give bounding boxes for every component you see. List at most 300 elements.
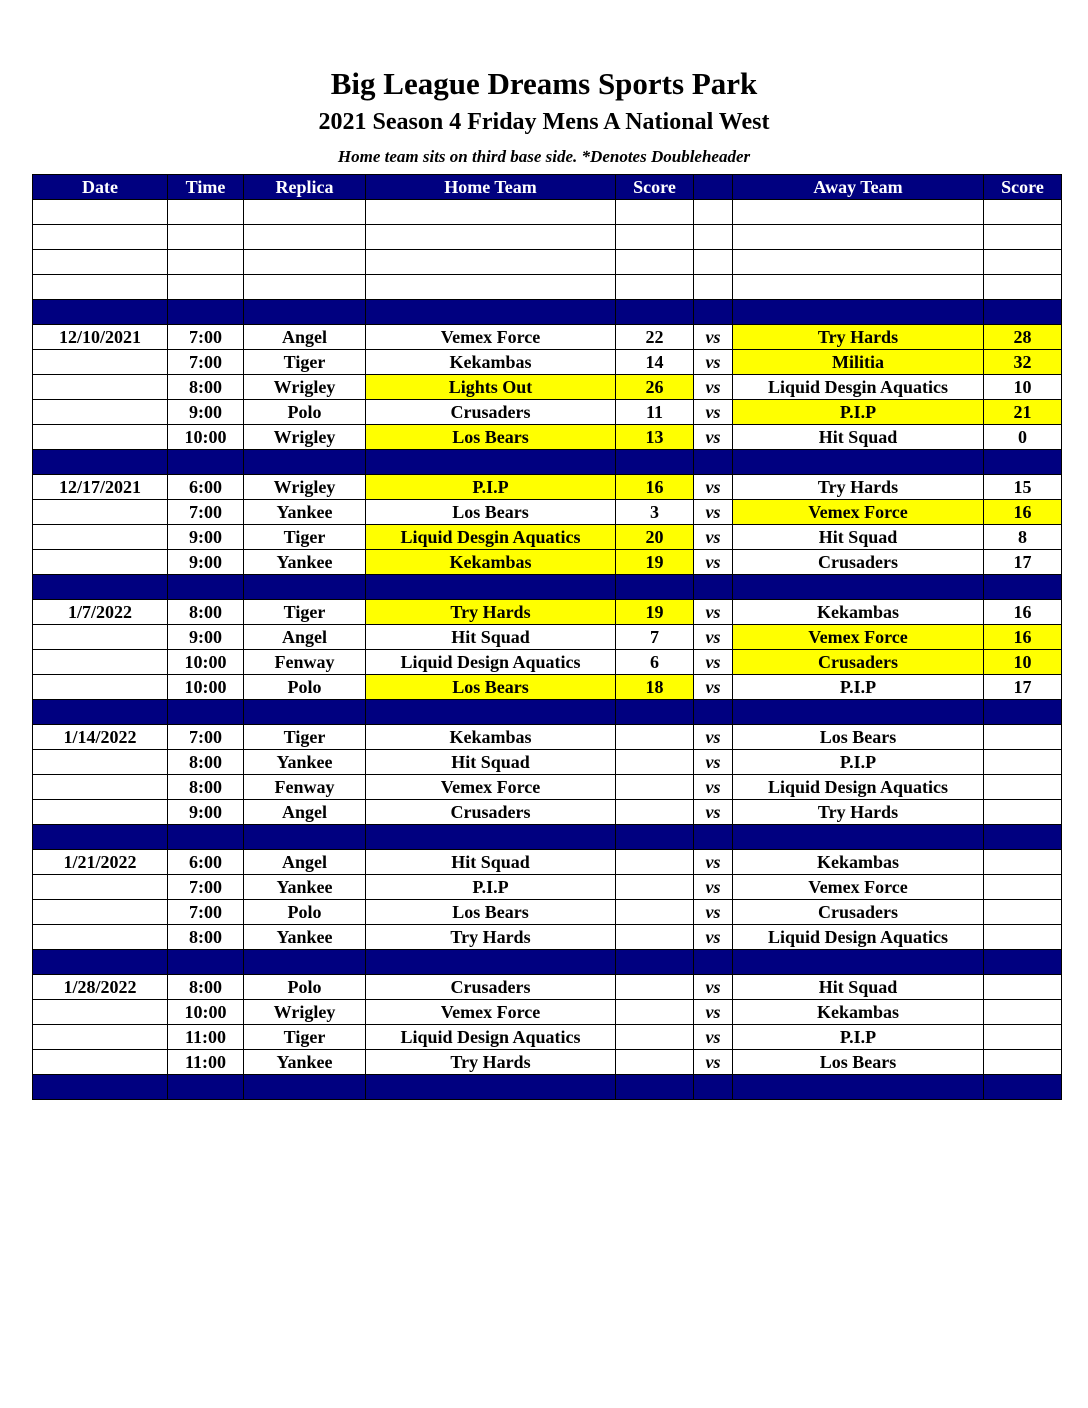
game-row — [33, 625, 1062, 650]
away-team: Militia — [733, 350, 984, 375]
game-row — [33, 650, 1062, 675]
home-team: Try Hards — [366, 925, 616, 950]
blank-cell — [984, 200, 1062, 225]
home-team: Crusaders — [366, 800, 616, 825]
blank-cell — [984, 250, 1062, 275]
vs-label: vs — [694, 600, 733, 625]
away-score — [984, 750, 1062, 775]
game-time: 9:00 — [168, 400, 244, 425]
away-score: 17 — [984, 675, 1062, 700]
home-team: Hit Squad — [366, 850, 616, 875]
game-date — [33, 500, 168, 525]
game-row — [33, 1000, 1062, 1025]
game-date — [33, 375, 168, 400]
game-row — [33, 800, 1062, 825]
away-team: Hit Squad — [733, 425, 984, 450]
game-date — [33, 1025, 168, 1050]
away-score: 8 — [984, 525, 1062, 550]
vs-label: vs — [694, 500, 733, 525]
vs-label: vs — [694, 725, 733, 750]
game-replica: Yankee — [244, 925, 366, 950]
separator-cell — [616, 575, 694, 600]
home-team: Crusaders — [366, 975, 616, 1000]
game-time: 8:00 — [168, 750, 244, 775]
vs-label: vs — [694, 900, 733, 925]
away-team: Kekambas — [733, 1000, 984, 1025]
game-replica: Tiger — [244, 1025, 366, 1050]
home-score — [616, 750, 694, 775]
game-replica: Yankee — [244, 750, 366, 775]
blank-cell — [244, 200, 366, 225]
game-date — [33, 625, 168, 650]
away-score — [984, 1025, 1062, 1050]
away-team: Vemex Force — [733, 875, 984, 900]
home-team: P.I.P — [366, 475, 616, 500]
home-team: Hit Squad — [366, 625, 616, 650]
game-time: 8:00 — [168, 600, 244, 625]
game-row — [33, 350, 1062, 375]
game-row — [33, 775, 1062, 800]
home-score: 6 — [616, 650, 694, 675]
separator-cell — [168, 450, 244, 475]
game-replica: Tiger — [244, 525, 366, 550]
separator-cell — [168, 825, 244, 850]
game-time: 6:00 — [168, 850, 244, 875]
game-time: 7:00 — [168, 325, 244, 350]
game-time: 10:00 — [168, 650, 244, 675]
game-row — [33, 325, 1062, 350]
away-team: Liquid Design Aquatics — [733, 775, 984, 800]
separator-cell — [694, 1075, 733, 1100]
game-date: 1/28/2022 — [33, 975, 168, 1000]
vs-label: vs — [694, 375, 733, 400]
separator-cell — [984, 300, 1062, 325]
blank-cell — [733, 250, 984, 275]
home-score — [616, 1050, 694, 1075]
blank-cell — [33, 200, 168, 225]
game-date: 12/10/2021 — [33, 325, 168, 350]
separator-cell — [733, 950, 984, 975]
home-score: 19 — [616, 550, 694, 575]
separator-cell — [244, 450, 366, 475]
separator-cell — [733, 1075, 984, 1100]
page-title: Big League Dreams Sports Park — [330, 66, 758, 101]
game-date — [33, 900, 168, 925]
home-team: Try Hards — [366, 600, 616, 625]
game-replica: Angel — [244, 625, 366, 650]
home-team: Los Bears — [366, 500, 616, 525]
separator-cell — [366, 700, 616, 725]
blank-cell — [244, 275, 366, 300]
home-team: Vemex Force — [366, 325, 616, 350]
blank-row — [33, 225, 1062, 250]
header-row — [33, 175, 1062, 200]
vs-label: vs — [694, 875, 733, 900]
blank-cell — [168, 250, 244, 275]
vs-label: vs — [694, 475, 733, 500]
game-replica: Tiger — [244, 725, 366, 750]
separator-cell — [616, 825, 694, 850]
home-score — [616, 975, 694, 1000]
game-row — [33, 975, 1062, 1000]
separator-cell — [616, 300, 694, 325]
game-date — [33, 925, 168, 950]
game-replica: Tiger — [244, 350, 366, 375]
game-replica: Wrigley — [244, 425, 366, 450]
col-header-home-score: Score — [616, 175, 694, 200]
game-replica: Yankee — [244, 875, 366, 900]
game-time: 11:00 — [168, 1025, 244, 1050]
game-time: 7:00 — [168, 350, 244, 375]
game-time: 7:00 — [168, 725, 244, 750]
game-replica: Wrigley — [244, 475, 366, 500]
game-time: 9:00 — [168, 550, 244, 575]
game-replica: Angel — [244, 800, 366, 825]
separator-cell — [33, 1075, 168, 1100]
vs-label: vs — [694, 350, 733, 375]
game-replica: Polo — [244, 900, 366, 925]
blank-cell — [694, 200, 733, 225]
blank-cell — [33, 225, 168, 250]
game-date: 1/21/2022 — [33, 850, 168, 875]
separator-cell — [366, 825, 616, 850]
home-score: 22 — [616, 325, 694, 350]
vs-label: vs — [694, 1025, 733, 1050]
separator-cell — [733, 450, 984, 475]
home-score: 16 — [616, 475, 694, 500]
home-team: Vemex Force — [366, 775, 616, 800]
blank-cell — [244, 250, 366, 275]
away-score: 16 — [984, 500, 1062, 525]
page-subtitle: 2021 Season 4 Friday Mens A National West — [318, 109, 770, 135]
separator-row — [33, 1075, 1062, 1100]
vs-label: vs — [694, 325, 733, 350]
separator-cell — [244, 700, 366, 725]
separator-cell — [366, 1075, 616, 1100]
away-team: Crusaders — [733, 650, 984, 675]
away-score — [984, 1050, 1062, 1075]
separator-row — [33, 700, 1062, 725]
vs-label: vs — [694, 675, 733, 700]
separator-row — [33, 575, 1062, 600]
game-time: 10:00 — [168, 425, 244, 450]
away-score: 28 — [984, 325, 1062, 350]
game-replica: Fenway — [244, 775, 366, 800]
away-team: P.I.P — [733, 675, 984, 700]
separator-cell — [733, 575, 984, 600]
separator-cell — [694, 575, 733, 600]
home-team: Vemex Force — [366, 1000, 616, 1025]
col-header-away-team: Away Team — [733, 175, 984, 200]
game-row — [33, 550, 1062, 575]
blank-cell — [168, 275, 244, 300]
away-team: Kekambas — [733, 600, 984, 625]
separator-cell — [244, 825, 366, 850]
game-time: 11:00 — [168, 1050, 244, 1075]
game-row — [33, 675, 1062, 700]
away-score — [984, 875, 1062, 900]
blank-cell — [616, 225, 694, 250]
game-time: 8:00 — [168, 375, 244, 400]
vs-label: vs — [694, 850, 733, 875]
home-score — [616, 1000, 694, 1025]
separator-cell — [168, 575, 244, 600]
game-row — [33, 750, 1062, 775]
schedule-note: Home team sits on third base side. *Denotes Doubleheader — [337, 147, 751, 166]
game-date — [33, 1050, 168, 1075]
blank-cell — [694, 225, 733, 250]
separator-cell — [984, 575, 1062, 600]
game-row — [33, 875, 1062, 900]
separator-cell — [694, 950, 733, 975]
blank-cell — [984, 225, 1062, 250]
home-score — [616, 800, 694, 825]
home-score — [616, 850, 694, 875]
away-team: P.I.P — [733, 400, 984, 425]
separator-cell — [984, 700, 1062, 725]
away-team: Try Hards — [733, 800, 984, 825]
separator-cell — [733, 300, 984, 325]
game-date — [33, 400, 168, 425]
blank-cell — [694, 275, 733, 300]
separator-cell — [694, 825, 733, 850]
home-score: 13 — [616, 425, 694, 450]
home-team: Los Bears — [366, 675, 616, 700]
game-date — [33, 350, 168, 375]
game-row — [33, 475, 1062, 500]
game-date — [33, 550, 168, 575]
separator-cell — [616, 700, 694, 725]
game-date — [33, 525, 168, 550]
away-score: 32 — [984, 350, 1062, 375]
away-team: Try Hards — [733, 475, 984, 500]
vs-label: vs — [694, 400, 733, 425]
vs-label: vs — [694, 625, 733, 650]
away-score — [984, 925, 1062, 950]
blank-cell — [733, 275, 984, 300]
home-team: Hit Squad — [366, 750, 616, 775]
vs-label: vs — [694, 1000, 733, 1025]
separator-row — [33, 950, 1062, 975]
home-score — [616, 900, 694, 925]
game-date — [33, 775, 168, 800]
away-score — [984, 975, 1062, 1000]
separator-cell — [694, 450, 733, 475]
blank-cell — [733, 225, 984, 250]
separator-cell — [984, 825, 1062, 850]
game-replica: Yankee — [244, 1050, 366, 1075]
home-score: 18 — [616, 675, 694, 700]
away-team: Vemex Force — [733, 625, 984, 650]
home-score: 14 — [616, 350, 694, 375]
away-score: 15 — [984, 475, 1062, 500]
away-team: Los Bears — [733, 725, 984, 750]
separator-cell — [984, 950, 1062, 975]
blank-row — [33, 200, 1062, 225]
separator-cell — [616, 450, 694, 475]
away-team: Crusaders — [733, 900, 984, 925]
game-replica: Fenway — [244, 650, 366, 675]
separator-row — [33, 450, 1062, 475]
col-header-vs — [694, 175, 733, 200]
game-date: 1/7/2022 — [33, 600, 168, 625]
away-score: 10 — [984, 650, 1062, 675]
away-score — [984, 900, 1062, 925]
away-score: 10 — [984, 375, 1062, 400]
blank-cell — [366, 250, 616, 275]
col-header-replica: Replica — [244, 175, 366, 200]
home-score — [616, 925, 694, 950]
separator-cell — [33, 575, 168, 600]
away-team: P.I.P — [733, 1025, 984, 1050]
home-team: P.I.P — [366, 875, 616, 900]
game-time: 8:00 — [168, 775, 244, 800]
away-score — [984, 775, 1062, 800]
home-team: Kekambas — [366, 550, 616, 575]
away-team: Vemex Force — [733, 500, 984, 525]
separator-cell — [984, 1075, 1062, 1100]
game-replica: Polo — [244, 975, 366, 1000]
home-score — [616, 775, 694, 800]
vs-label: vs — [694, 550, 733, 575]
schedule-body — [33, 200, 1062, 1100]
game-time: 9:00 — [168, 525, 244, 550]
game-time: 10:00 — [168, 1000, 244, 1025]
game-time: 7:00 — [168, 500, 244, 525]
separator-cell — [244, 300, 366, 325]
game-date — [33, 800, 168, 825]
home-score: 7 — [616, 625, 694, 650]
separator-cell — [168, 700, 244, 725]
game-date: 1/14/2022 — [33, 725, 168, 750]
col-header-away-score: Score — [984, 175, 1062, 200]
blank-cell — [984, 275, 1062, 300]
separator-cell — [694, 700, 733, 725]
separator-cell — [616, 1075, 694, 1100]
blank-cell — [33, 275, 168, 300]
vs-label: vs — [694, 925, 733, 950]
home-score — [616, 725, 694, 750]
separator-cell — [33, 450, 168, 475]
col-header-home-team: Home Team — [366, 175, 616, 200]
blank-cell — [733, 200, 984, 225]
vs-label: vs — [694, 975, 733, 1000]
game-date: 12/17/2021 — [33, 475, 168, 500]
away-team: Crusaders — [733, 550, 984, 575]
schedule-table — [32, 174, 1062, 1100]
home-score: 26 — [616, 375, 694, 400]
separator-cell — [33, 950, 168, 975]
game-replica: Polo — [244, 675, 366, 700]
home-score — [616, 1025, 694, 1050]
away-score: 21 — [984, 400, 1062, 425]
game-replica: Yankee — [244, 500, 366, 525]
separator-cell — [168, 950, 244, 975]
separator-cell — [366, 450, 616, 475]
separator-cell — [168, 300, 244, 325]
blank-cell — [33, 250, 168, 275]
away-score: 16 — [984, 625, 1062, 650]
game-row — [33, 400, 1062, 425]
separator-cell — [244, 1075, 366, 1100]
blank-cell — [694, 250, 733, 275]
home-team: Liquid Design Aquatics — [366, 1025, 616, 1050]
game-row — [33, 925, 1062, 950]
game-date — [33, 875, 168, 900]
separator-row — [33, 300, 1062, 325]
game-replica: Tiger — [244, 600, 366, 625]
game-replica: Angel — [244, 325, 366, 350]
home-team: Kekambas — [366, 725, 616, 750]
separator-cell — [366, 575, 616, 600]
game-time: 8:00 — [168, 925, 244, 950]
home-score — [616, 875, 694, 900]
separator-cell — [733, 825, 984, 850]
vs-label: vs — [694, 425, 733, 450]
blank-cell — [616, 250, 694, 275]
game-time: 9:00 — [168, 800, 244, 825]
home-team: Try Hards — [366, 1050, 616, 1075]
away-team: Liquid Design Aquatics — [733, 925, 984, 950]
game-replica: Polo — [244, 400, 366, 425]
separator-cell — [984, 450, 1062, 475]
away-score — [984, 1000, 1062, 1025]
away-team: P.I.P — [733, 750, 984, 775]
home-team: Crusaders — [366, 400, 616, 425]
game-time: 8:00 — [168, 975, 244, 1000]
away-score — [984, 800, 1062, 825]
game-replica: Wrigley — [244, 375, 366, 400]
blank-cell — [366, 275, 616, 300]
home-team: Los Bears — [366, 900, 616, 925]
game-row — [33, 850, 1062, 875]
separator-row — [33, 825, 1062, 850]
away-score: 17 — [984, 550, 1062, 575]
game-replica: Angel — [244, 850, 366, 875]
blank-cell — [168, 225, 244, 250]
game-row — [33, 375, 1062, 400]
away-team: Try Hards — [733, 325, 984, 350]
game-row — [33, 500, 1062, 525]
separator-cell — [33, 825, 168, 850]
away-score: 0 — [984, 425, 1062, 450]
separator-cell — [244, 950, 366, 975]
game-row — [33, 600, 1062, 625]
game-date — [33, 425, 168, 450]
game-date — [33, 1000, 168, 1025]
game-time: 10:00 — [168, 675, 244, 700]
game-date — [33, 675, 168, 700]
away-score — [984, 725, 1062, 750]
away-team: Liquid Desgin Aquatics — [733, 375, 984, 400]
game-row — [33, 1050, 1062, 1075]
separator-cell — [733, 700, 984, 725]
separator-cell — [366, 950, 616, 975]
vs-label: vs — [694, 750, 733, 775]
home-team: Liquid Desgin Aquatics — [366, 525, 616, 550]
blank-cell — [616, 275, 694, 300]
vs-label: vs — [694, 800, 733, 825]
col-header-time: Time — [168, 175, 244, 200]
away-score — [984, 850, 1062, 875]
blank-cell — [366, 200, 616, 225]
home-team: Lights Out — [366, 375, 616, 400]
game-date — [33, 650, 168, 675]
vs-label: vs — [694, 775, 733, 800]
blank-row — [33, 275, 1062, 300]
blank-cell — [168, 200, 244, 225]
away-team: Kekambas — [733, 850, 984, 875]
